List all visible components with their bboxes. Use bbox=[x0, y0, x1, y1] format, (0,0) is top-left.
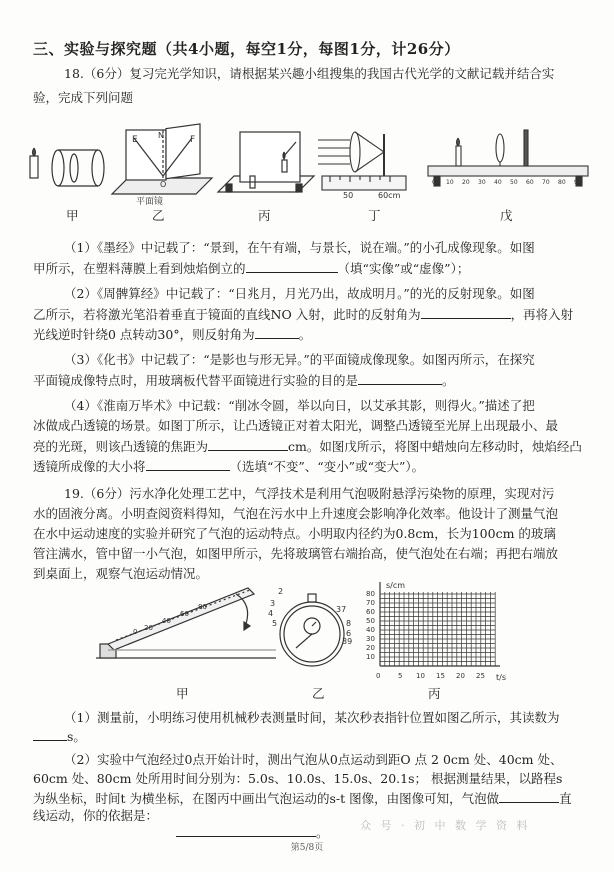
bench-tick-80: 80 bbox=[558, 179, 566, 186]
q18-intro-line1: 18.（6分）复习完光学知识，请根据某兴趣小组搜集的我国古代光学的文献记载并结合实 bbox=[64, 66, 555, 81]
q19-l4: 管注满水，管中留一小气泡，如图甲所示，先将玻璃管右端抬高，使气泡处在右端；再把右端放 bbox=[33, 546, 559, 561]
graph-xtick-15: 15 bbox=[436, 672, 445, 680]
graph-xtick-5: 5 bbox=[398, 672, 403, 680]
q18-p3-b2: 。 bbox=[442, 373, 455, 388]
q19-p1-b-row bbox=[33, 728, 86, 745]
label-f: F bbox=[190, 135, 196, 145]
pinhole-camera-figure bbox=[30, 148, 104, 186]
page-footer: 第5/8页 bbox=[290, 843, 324, 853]
q19-p2-c-row bbox=[33, 790, 572, 807]
optical-bench-figure bbox=[428, 130, 588, 186]
q19-p2-a: （2）实验中气泡经过0点开始计时，测出气泡从0点运动到距O 点 2 0cm 处、40cm 处、 bbox=[64, 752, 563, 767]
graph-ytick-80: 80 bbox=[366, 590, 375, 598]
q18-p2-c2: 。 bbox=[298, 327, 312, 342]
tube-tick-40: 40 bbox=[162, 617, 171, 625]
q19-l3: 在水中运动速度的实验并研究了气泡的运动特点。小明取内径约为0.8cm，长为100cm 的玻璃 bbox=[33, 526, 556, 541]
answer-blank-focal-length[interactable] bbox=[208, 438, 288, 451]
q18-p2-a: （2）《周髀算经》中记载了：“日兆月，月光乃出，故成明月。”的光的反射现象。如图 bbox=[64, 286, 535, 301]
q18-fig-label-yi: 乙 bbox=[152, 208, 165, 223]
graph-xtick-20: 20 bbox=[456, 672, 465, 680]
q18-p4-b: 冰做成凸透镜的场景。如图丁所示，让凸透镜正对着太阳光，调整凸透镜至光屏上出现最小、最 bbox=[33, 418, 559, 433]
q18-p2-c bbox=[33, 326, 311, 343]
plane-mirror-figure bbox=[218, 132, 314, 192]
focal-length-figure bbox=[318, 132, 406, 200]
q18-p1-b1: 甲所示，在塑料薄膜上看到烛焰倒立的 bbox=[33, 261, 246, 276]
q18-p1-a: （1）《墨经》中记载了：“景到，在午有端，与景长，说在端。”的小孔成像现象。如图 bbox=[64, 240, 535, 255]
q18-figures bbox=[0, 116, 614, 226]
bench-tick-40: 40 bbox=[494, 179, 502, 186]
q18-p4-a: （4）《淮南万毕术》中记载：“削冰令圆，举以向日，以艾承其影，则得火。”描述了把 bbox=[64, 398, 535, 413]
bench-tick-0: 0 bbox=[432, 179, 436, 186]
answer-blank-reasoning[interactable] bbox=[176, 824, 316, 837]
q18-p4-d2: （选填“不变”、“变小”或“变大”）。 bbox=[229, 459, 425, 474]
q18-fig-label-bing: 丙 bbox=[258, 208, 271, 223]
label-e: E bbox=[132, 135, 138, 145]
answer-blank-image-type[interactable] bbox=[246, 260, 338, 273]
graph-ytick-70: 70 bbox=[366, 599, 375, 607]
graph-ylabel: s/cm bbox=[386, 582, 406, 590]
q19-p2-e: 。 bbox=[316, 825, 329, 840]
tube-tick-80: 80 bbox=[198, 603, 207, 611]
q18-p4-c bbox=[33, 438, 582, 455]
graph-ytick-10: 10 bbox=[366, 653, 375, 661]
stopwatch-inner-4: 4 bbox=[268, 609, 274, 618]
q18-fig-label-jia: 甲 bbox=[66, 208, 79, 223]
bench-tick-30: 30 bbox=[478, 179, 486, 186]
q18-p2-c1: 光线逆时针绕0 点转动30°，则反射角为 bbox=[33, 327, 255, 342]
graph-xtick-10: 10 bbox=[416, 672, 425, 680]
bench-tick-50: 50 bbox=[510, 179, 518, 186]
q18-p3-b1: 平面镜成像特点时，用玻璃板代替平面镜进行实验的目的是 bbox=[33, 373, 359, 388]
label-mirror: 平面镜 bbox=[136, 197, 164, 207]
answer-blank-motion-type[interactable] bbox=[499, 790, 559, 803]
q18-fig-label-ding: 丁 bbox=[368, 208, 381, 223]
stopwatch-inner-3: 3 bbox=[270, 599, 276, 608]
stopwatch-figure bbox=[268, 587, 352, 666]
reflection-figure bbox=[112, 124, 212, 207]
ruler-50: 50 bbox=[343, 191, 354, 200]
q18-p4-d bbox=[33, 458, 424, 475]
bench-tick-20: 20 bbox=[462, 179, 470, 186]
stopwatch-inner-5: 5 bbox=[272, 619, 278, 628]
graph-ytick-20: 20 bbox=[366, 644, 375, 652]
q19-fig-label-jia: 甲 bbox=[176, 686, 189, 701]
answer-blank-reflection-angle-1[interactable] bbox=[421, 306, 511, 319]
stopwatch-outer-8: 8 bbox=[346, 619, 352, 628]
q19-p1-a: （1）测量前，小明练习使用机械秒表测量时间，某次秒表指针位置如图乙所示，其读数为 bbox=[64, 710, 560, 725]
watermark-text: 众 号 · 初 中 数 学 资 料 bbox=[360, 819, 531, 832]
stopwatch-inner-2: 2 bbox=[278, 587, 284, 596]
bench-tick-60: 60 bbox=[526, 179, 534, 186]
graph-ytick-50: 50 bbox=[366, 617, 375, 625]
q18-p4-c1: 亮的光斑，则该凸透镜的焦距为 bbox=[33, 439, 209, 454]
tube-tick-0: 0 bbox=[133, 628, 138, 636]
q19-p2-b: 60cm 处、80cm 处所用时间分别为：5.0s、10.0s、15.0s、20.1s； 根据测量结果，以路程s bbox=[33, 771, 563, 786]
q18-intro-line2: 验，完成下列问题 bbox=[33, 90, 134, 105]
tube-tick-60: 60 bbox=[180, 610, 189, 618]
label-n: N bbox=[158, 131, 164, 140]
answer-blank-image-size[interactable] bbox=[146, 458, 230, 471]
ruler-60: 60cm bbox=[378, 191, 401, 200]
answer-blank-stopwatch-reading[interactable] bbox=[33, 728, 67, 741]
answer-blank-reflection-angle-2[interactable] bbox=[255, 326, 299, 339]
graph-xtick-25: 25 bbox=[476, 672, 485, 680]
s-t-graph-grid bbox=[366, 582, 506, 682]
q18-p2-b1: 乙所示，若将激光笔沿着垂直于镜面的直线NO 入射，此时的反射角为 bbox=[33, 307, 421, 322]
q19-p1-b: s。 bbox=[67, 729, 86, 744]
q19-figures bbox=[0, 582, 614, 692]
stopwatch-outer-37: 37 bbox=[336, 605, 347, 614]
q19-p2-d: 线运动，你的依据是： bbox=[33, 808, 159, 823]
answer-blank-glass-purpose[interactable] bbox=[358, 372, 442, 385]
q18-p3-b bbox=[33, 372, 455, 389]
q18-p2-b2: ，再将入射 bbox=[510, 307, 574, 322]
q18-p2-b bbox=[33, 306, 573, 323]
q19-l2: 水的固液分离。小明查阅资料得知，气泡在污水中上升速度会影响净化效率。他设计了测量气泡 bbox=[33, 506, 559, 521]
graph-xtick-0: 0 bbox=[376, 672, 381, 680]
q19-p2-e-row bbox=[176, 824, 329, 841]
graph-ytick-60: 60 bbox=[366, 608, 375, 616]
q19-l5: 到桌面上，观察气泡运动情况。 bbox=[33, 566, 209, 581]
stopwatch-outer-39: 39 bbox=[342, 637, 353, 646]
bench-tick-70: 70 bbox=[542, 179, 550, 186]
q18-p3-a: （3）《化书》中记载了：“是影也与形无异。”的平面镜成像现象。如图丙所示，在探究 bbox=[64, 352, 535, 367]
q18-p4-c2: cm。如图戊所示，将图中蜡烛向左移动时，烛焰经凸 bbox=[288, 439, 582, 454]
q18-p4-d1: 透镜所成像的大小将 bbox=[33, 459, 146, 474]
tube-tick-20: 20 bbox=[144, 624, 153, 632]
q18-p1-b2: （填“实像”或“虚像”）； bbox=[337, 261, 470, 276]
label-o: O bbox=[160, 180, 167, 189]
q19-p2-c-end: 直 bbox=[559, 791, 572, 806]
bench-tick-90: 90 bbox=[574, 179, 582, 186]
q18-fig-label-wu: 戊 bbox=[500, 208, 513, 223]
q19-l1: 19.（6分）污水净化处理工艺中，气浮技术是利用气泡吸附悬浮污染物的原理，实现对污 bbox=[64, 486, 555, 501]
q19-fig-label-bing: 丙 bbox=[428, 686, 441, 701]
section-title: 三、实验与探究题（共4小题，每空1分，每图1分，计26分） bbox=[33, 40, 460, 58]
q18-p1-b bbox=[33, 260, 469, 277]
inclined-tube-figure bbox=[96, 588, 276, 658]
graph-xlabel: t/s bbox=[496, 673, 506, 682]
graph-ytick-40: 40 bbox=[366, 626, 375, 634]
q19-p2-c: 为纵坐标，时间t 为横坐标，在图丙中画出气泡运动的s-t 图像，由图像可知，气泡做 bbox=[33, 791, 500, 806]
graph-ytick-30: 30 bbox=[366, 635, 375, 643]
bench-tick-10: 10 bbox=[446, 179, 454, 186]
stopwatch-outer-6: 6 bbox=[346, 629, 352, 638]
q19-fig-label-yi: 乙 bbox=[312, 686, 325, 701]
